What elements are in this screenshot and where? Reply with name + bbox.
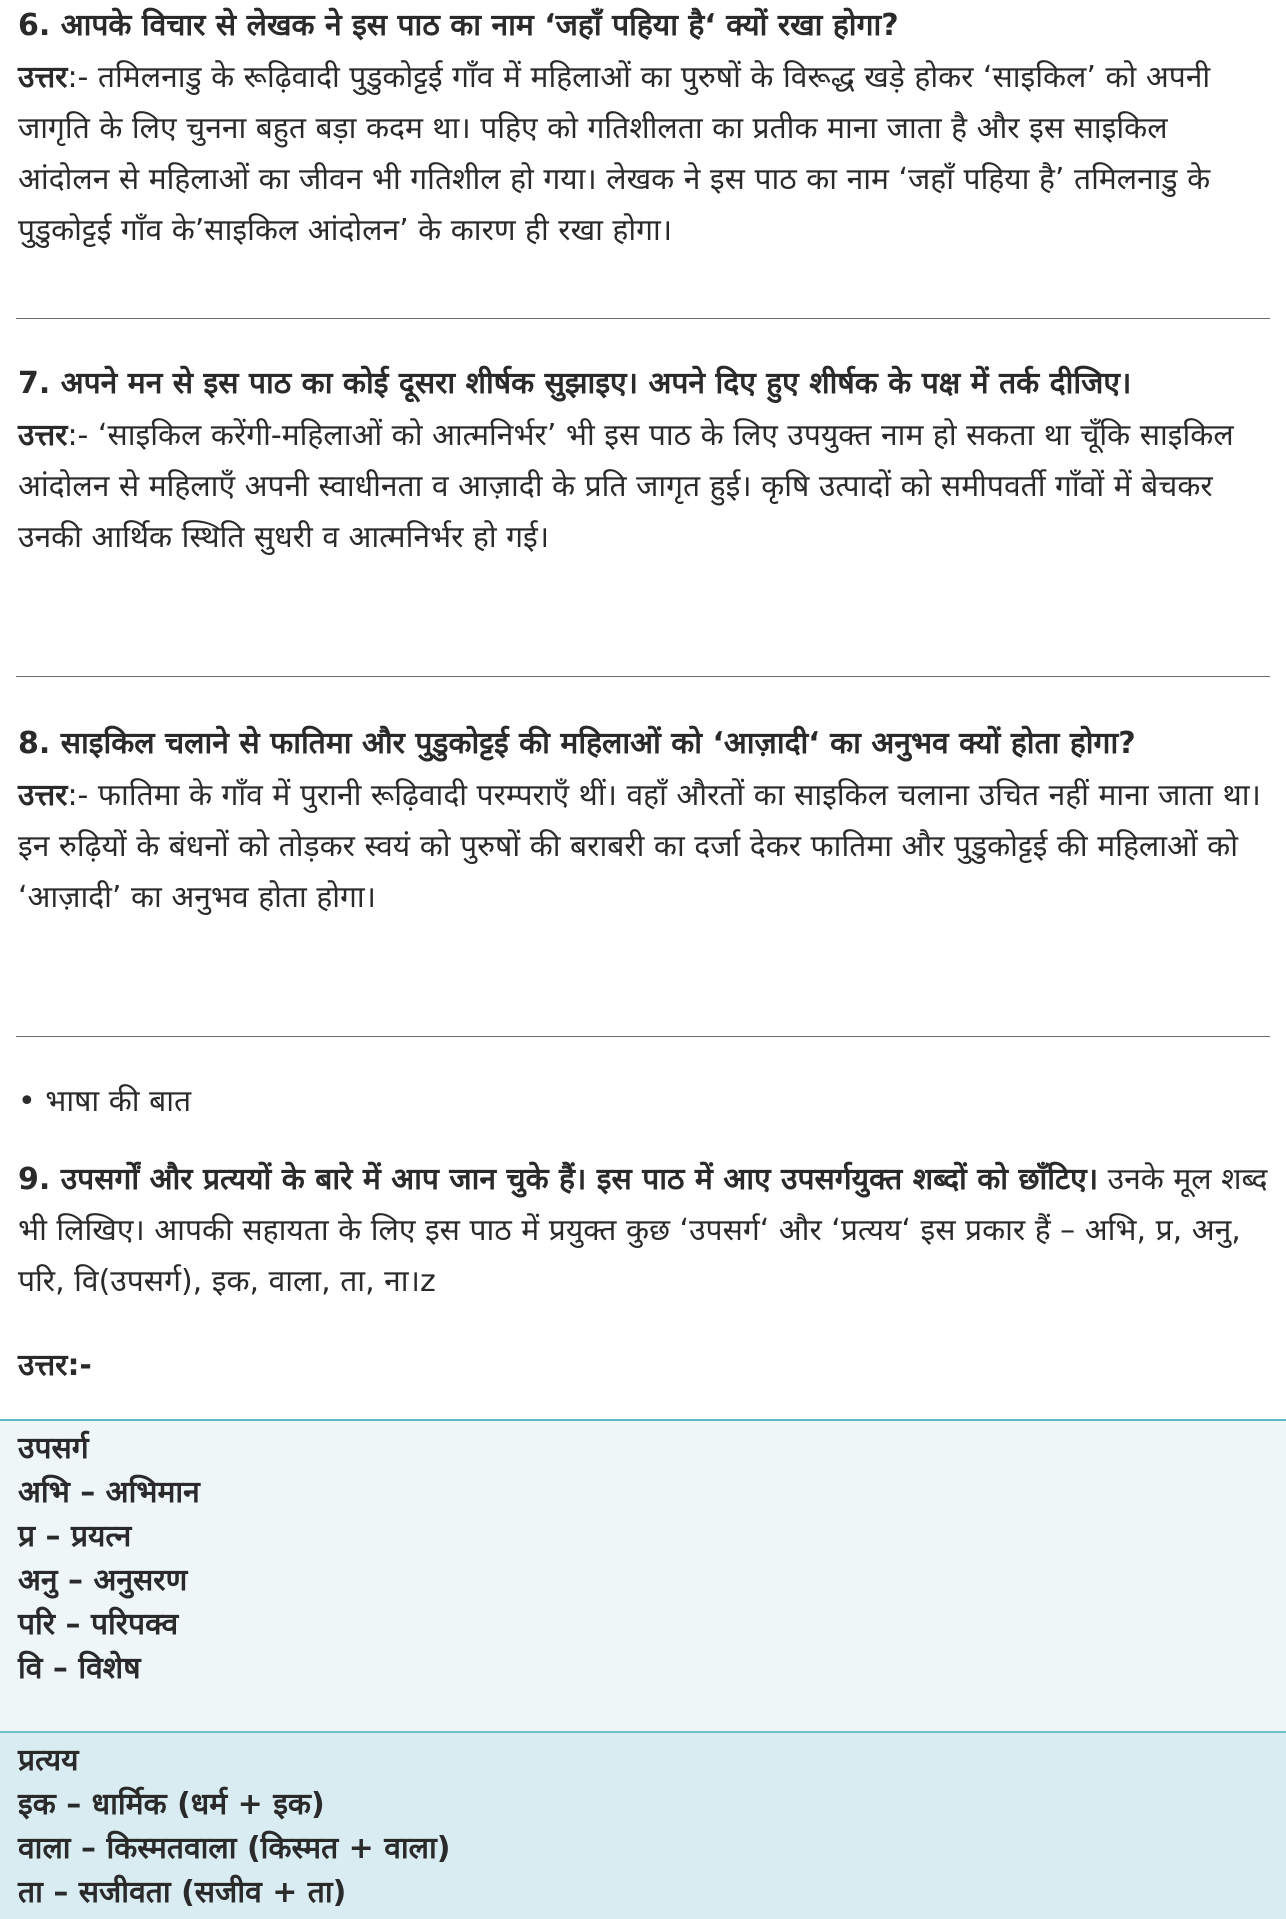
- question-8: 8. साइकिल चलाने से फातिमा और पुडुकोट्टई की महिलाओं को ‘आज़ादी‘ का अनुभव क्यों होता होगा?: [18, 726, 1136, 761]
- pratyay-item: इक – धार्मिक (धर्म + इक): [18, 1787, 325, 1822]
- answer-8-text: :- फातिमा के गाँव में पुरानी रूढ़िवादी परम्पराएँ थीं। वहाँ औरतों का साइकिल चलाना उचित नहीं माना जाता था। इन रुढ़ियों के बंधनों को तोड़कर स्वयं को पुरुषों की बराबरी का दर्जा देकर फातिमा और पुडुकोट्टई की महिलाओं को ‘आज़ादी’ का अनुभव होता होगा।: [18, 778, 1261, 915]
- answer-7: [18, 410, 1268, 563]
- answer-6: [18, 52, 1268, 256]
- upsarg-item: अभि – अभिमान: [18, 1475, 200, 1510]
- answer-6-label: उत्तर: [18, 60, 68, 95]
- pratyay-item: ता – सजीवता (सजीव + ता): [18, 1875, 347, 1910]
- upsarg-item: प्र – प्रयत्न: [18, 1519, 132, 1554]
- section-heading: • भाषा की बात: [18, 1084, 192, 1119]
- upsarg-item: वि – विशेष: [18, 1651, 141, 1686]
- answer-8-label: उत्तर: [18, 778, 68, 813]
- divider: [16, 1036, 1270, 1037]
- question-8-block: [18, 718, 1268, 923]
- question-9-rest: उनके मूल शब्द भी लिखिए। आपकी सहायता के लिए इस पाठ में प्रयुक्त कुछ ‘उपसर्ग‘ और ‘प्रत्यय‘ इस प्रकार हैं – अभि, प्र, अनु, परि, वि(उपसर्ग), इक, वाला, ता, ना।z: [18, 1162, 1268, 1299]
- upsarg-title: उपसर्ग: [18, 1431, 89, 1466]
- upsarg-item: परि – परिपक्व: [18, 1607, 179, 1642]
- upsarg-box: [0, 1419, 1286, 1733]
- upsarg-list: [18, 1471, 200, 1691]
- divider: [16, 318, 1270, 319]
- question-9-bold: 9. उपसर्गों और प्रत्ययों के बारे में आप जान चुके हैं। इस पाठ में आए उपसर्गयुक्त शब्दों को छाँटिए।: [18, 1162, 1099, 1197]
- divider: [16, 676, 1270, 677]
- question-7: 7. अपने मन से इस पाठ का कोई दूसरा शीर्षक सुझाइए। अपने दिए हुए शीर्षक के पक्ष में तर्क दीजिए।: [18, 366, 1132, 401]
- upsarg-item: अनु – अनुसरण: [18, 1563, 188, 1598]
- answer-9-label: उत्तर:-: [18, 1348, 92, 1383]
- question-9: [18, 1154, 1268, 1307]
- answer-7-text: :- ‘साइकिल करेंगी-महिलाओं को आत्मनिर्भर’ भी इस पाठ के लिए उपयुक्त नाम हो सकता था चूँकि साइकिल आंदोलन से महिलाएँ अपनी स्वाधीनता व आज़ादी के प्रति जागृत हुई। कृषि उत्पादों को समीपवर्ती गाँवों में बेचकर उनकी आर्थिक स्थिति सुधरी व आत्मनिर्भर हो गई।: [18, 418, 1234, 555]
- pratyay-item: वाला – किस्मतवाला (किस्मत + वाला): [18, 1831, 451, 1866]
- pratyay-title: प्रत्यय: [18, 1743, 79, 1778]
- pratyay-list: [18, 1783, 451, 1915]
- question-7-block: [18, 358, 1268, 563]
- answer-8: [18, 770, 1268, 923]
- question-6: 6. आपके विचार से लेखक ने इस पाठ का नाम ‘जहाँ पहिया है‘ क्यों रखा होगा?: [18, 8, 899, 43]
- answer-7-label: उत्तर: [18, 418, 68, 453]
- answer-6-text: :- तमिलनाडु के रूढ़िवादी पुडुकोट्टई गाँव में महिलाओं का पुरुषों के विरूद्ध खड़े होकर ‘साइकिल’ को अपनी जागृति के लिए चुनना बहुत बड़ा कदम था। पहिए को गतिशीलता का प्रतीक माना जाता है और इस साइकिल आंदोलन से महिलाओं का जीवन भी गतिशील हो गया। लेखक ने इस पाठ का नाम ‘जहाँ पहिया है’ तमिलनाडु के पुडुकोट्टई गाँव के’साइकिल आंदोलन’ के कारण ही रखा होगा।: [18, 60, 1211, 248]
- pratyay-box: [0, 1731, 1286, 1919]
- question-9-block: [18, 1154, 1268, 1307]
- question-6-block: [18, 0, 1268, 256]
